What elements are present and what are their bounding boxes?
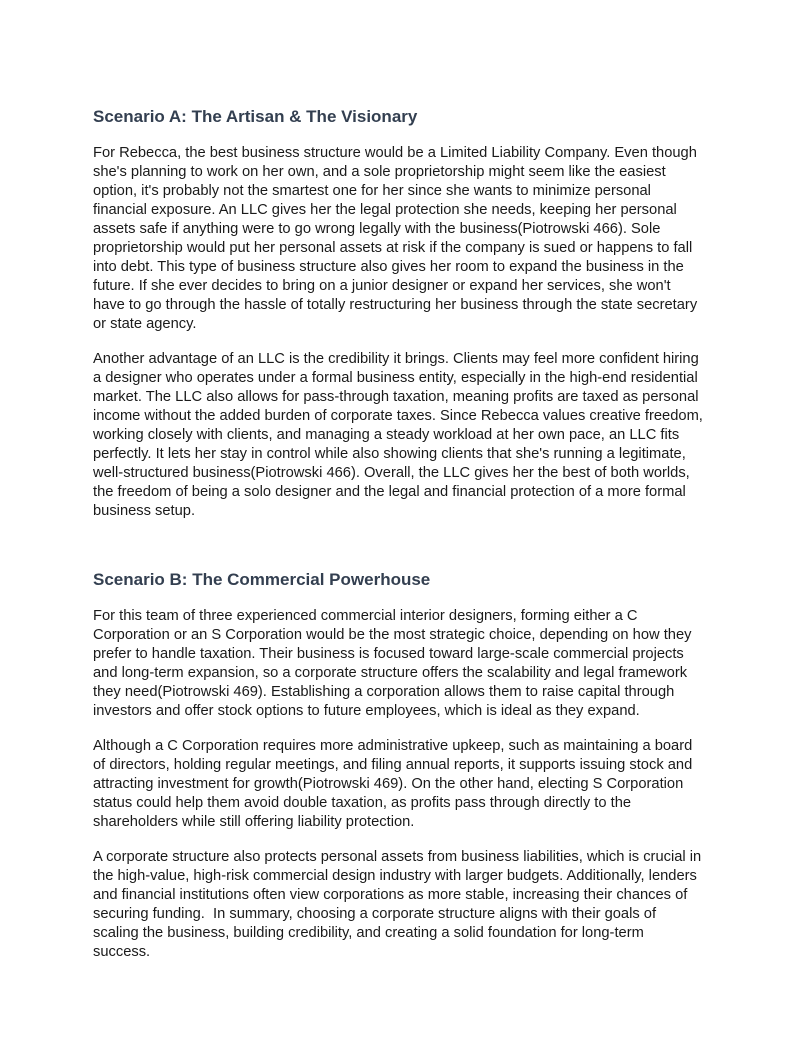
scenario-a-paragraph-1: For Rebecca, the best business structure would be a Limited Liability Company. Even though she's planning to work on her own, and a sole proprietorship might seem like the easiest option, it's probably not the smartest one for her since she wants to minimize personal financial exposure. An LLC gives her the legal protection she needs, keeping her personal assets safe if anything were to go wrong legally with the business(Piotrowski 466). Sole proprietorship would put her personal assets at risk if the company is sued or happens to fall into debt. This type of business structure also gives her room to expand the business in the future. If she ever decides to bring on a junior designer or expand her services, she won't have to go through the hassle of totally restructuring her business through the state secretary or state agency. [93, 145, 702, 332]
scenario-b-heading: Scenario B: The Commercial Powerhouse [93, 570, 431, 589]
scenario-a-paragraph-2: Another advantage of an LLC is the credibility it brings. Clients may feel more confident hiring a designer who operates under a formal business entity, especially in the high-end residential market. The LLC also allows for pass-through taxation, meaning profits are taxed as personal income without the added burden of corporate taxes. Since Rebecca values creative freedom, working closely with clients, and managing a steady workload at her own pace, an LLC fits perfectly. It lets her stay in control while also showing clients that she's running a legitimate, well-structured business(Piotrowski 466). Overall, the LLC gives her the best of both worlds, the freedom of being a solo designer and the legal and financial protection of a more formal business setup. [93, 351, 707, 519]
scenario-b-paragraph-3: A corporate structure also protects personal assets from business liabilities, which is crucial in the high-value, high-risk commercial design industry with larger budgets. Additionally, lenders and financial institutions often view corporations as more stable, increasing their chances of securing funding. In summary, choosing a corporate structure aligns with their goals of scaling the business, building credibility, and creating a solid foundation for long-term success. [93, 849, 706, 960]
scenario-b-paragraph-2: Although a C Corporation requires more administrative upkeep, such as maintaining a board of directors, holding regular meetings, and filing annual reports, it supports issuing stock and attracting investment for growth(Piotrowski 469). On the other hand, electing S Corporation status could help them avoid double taxation, as profits pass through directly to the shareholders while still offering liability protection. [93, 738, 697, 830]
scenario-b-paragraph-1: For this team of three experienced commercial interior designers, forming either a C Corporation or an S Corporation would be the most strategic choice, depending on how they prefer to handle taxation. Their business is focused toward large-scale commercial projects and long-term expansion, so a corporate structure offers the scalability and legal framework they need(Piotrowski 469). Establishing a corporation allows them to raise capital through investors and offer stock options to future employees, which is ideal as they expand. [93, 608, 696, 719]
scenario-a-heading: Scenario A: The Artisan & The Visionary [93, 107, 418, 126]
